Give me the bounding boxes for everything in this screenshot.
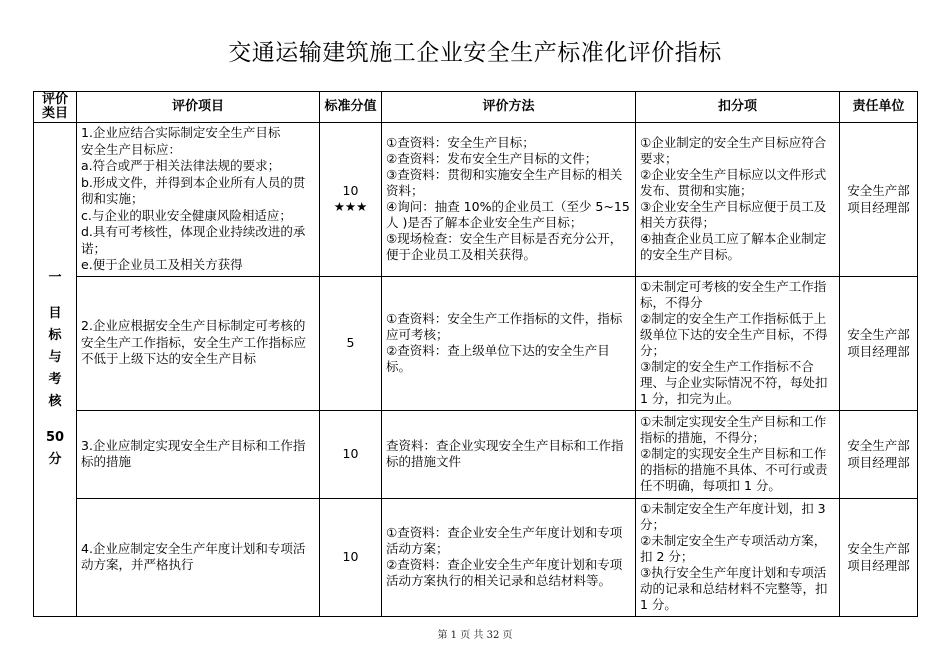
page-footer: 第 1 页 共 32 页 [437, 630, 513, 641]
deduction-cell-line: ③企业安全生产目标应便于员工及相关方获得； [640, 199, 827, 231]
table-header-row [34, 92, 918, 123]
score-value: 10 [342, 446, 359, 461]
evaluation-item-cell-line: 4.企业应制定安全生产年度计划和专项活动方案，并严格执行 [81, 540, 306, 572]
method-cell-line: ②查资料：查企业安全生产年度计划和专项活动方案执行的相关记录和总结材料等。 [386, 557, 623, 588]
responsible-unit-cell [840, 123, 918, 277]
category-char: 核 [48, 394, 62, 410]
document-title: 交通运输建筑施工企业安全生产标准化评价指标 [228, 40, 722, 66]
method-cell-line: ④询问：抽查 10%的企业员工（至少 5~15 人 )是否了解本企业安全生产目标； [386, 199, 630, 231]
header-category: 评价类目 [34, 92, 77, 123]
method-cell-line: ①查资料：查企业安全生产年度计划和专项活动方案； [386, 525, 623, 556]
deduction-cell-line: ①企业制定的安全生产目标应符合要求； [640, 135, 827, 167]
evaluation-item-cell-line: a.符合或严于相关法律法规的要求； [81, 158, 281, 173]
deduction-cell-line: ①未制定安全生产年度计划，扣 3 分； [640, 501, 826, 532]
header-responsible-unit: 责任单位 [840, 92, 918, 123]
category-char: 50 [45, 430, 65, 446]
responsible-unit-cell-line: 项目经理部 [847, 455, 910, 470]
category-char: 目 [48, 306, 62, 322]
deduction-cell-line: ③制定的安全生产工作指标不合理、与企业实际情况不符，每处扣 1 分，扣完为止。 [640, 359, 828, 406]
responsible-unit-cell [840, 410, 918, 498]
deduction-cell-line: ③执行安全生产年度计划和专项活动的记录和总结材料不完整等，扣 1 分。 [640, 565, 828, 612]
deduction-cell [636, 123, 840, 277]
deduction-cell-line: ②企业安全生产目标应以文件形式发布、贯彻和实施； [640, 167, 827, 199]
score-value: 5 [346, 335, 355, 350]
evaluation-item-cell-line: 2.企业应根据安全生产目标制定可考核的安全生产工作指标，安全生产工作指标应不低于上级下达的安全生产目标 [81, 318, 307, 367]
responsible-unit-cell-line: 安全生产部 [847, 438, 910, 453]
deduction-cell [636, 276, 840, 410]
evaluation-item-cell [77, 410, 320, 498]
table-row [34, 410, 918, 498]
category-char: 一 [48, 270, 62, 286]
category-cell [34, 123, 77, 617]
score-cell [320, 123, 382, 277]
score-cell [320, 498, 382, 616]
method-cell-line: 查资料：查企业实现安全生产目标和工作指标的措施文件 [386, 438, 624, 469]
method-cell-line: ⑤现场检查：安全生产目标是否充分公开，便于企业员工及相关获得。 [386, 231, 623, 263]
evaluation-item-cell-line: c.与企业的职业安全健康风险相适应； [81, 207, 292, 223]
method-cell-line: ①查资料：安全生产工作指标的文件，指标应可考核； [386, 311, 623, 342]
evaluation-item-cell [77, 498, 320, 616]
evaluation-item-cell-line: d.具有可考核性，体现企业持续改进的承诺； [81, 224, 306, 256]
evaluation-table [33, 91, 918, 617]
method-cell-line: ①查资料：安全生产目标； [386, 135, 535, 151]
deduction-cell [636, 410, 840, 498]
score-cell [320, 410, 382, 498]
evaluation-item-cell-line: 3.企业应制定实现安全生产目标和工作指标的措施 [81, 437, 306, 469]
deduction-cell-line: ②未制定安全生产专项活动方案，扣 2 分； [640, 533, 827, 564]
deduction-cell-line: ④抽查企业员工应了解本企业制定的安全生产目标。 [640, 231, 827, 263]
header-score: 标准分值 [320, 92, 382, 123]
responsible-unit-cell-line: 安全生产部 [847, 183, 910, 199]
category-char: 考 [48, 372, 62, 388]
responsible-unit-cell-line: 项目经理部 [847, 200, 910, 216]
category-char: 标 [48, 328, 62, 344]
table-row [34, 123, 918, 277]
score-value: 10 [342, 183, 359, 199]
deduction-cell [636, 498, 840, 616]
evaluation-item-cell [77, 276, 320, 410]
deduction-cell-line: ①未制定实现安全生产目标和工作指标的措施，不得分； [640, 414, 827, 445]
evaluation-item-cell [77, 123, 320, 277]
category-char: 分 [48, 452, 62, 468]
score-cell [320, 276, 382, 410]
method-cell [382, 498, 636, 616]
importance-stars: ★★★ [333, 199, 368, 215]
header-item: 评价项目 [77, 92, 320, 123]
category-char: 与 [48, 350, 62, 366]
header-deduction: 扣分项 [636, 92, 840, 123]
responsible-unit-cell-line: 项目经理部 [847, 344, 910, 359]
responsible-unit-cell-line: 安全生产部 [847, 541, 910, 556]
score-value: 10 [342, 549, 359, 564]
method-cell [382, 276, 636, 410]
responsible-unit-cell [840, 498, 918, 616]
responsible-unit-cell-line: 项目经理部 [847, 558, 910, 573]
table-row [34, 276, 918, 410]
method-cell [382, 410, 636, 498]
header-method: 评价方法 [382, 92, 636, 123]
method-cell-line: ②查资料：发布安全生产目标的文件； [386, 151, 598, 167]
evaluation-item-cell-line: e.便于企业员工及相关方获得 [81, 257, 243, 272]
evaluation-item-cell-line: 安全生产目标应： [81, 141, 182, 157]
deduction-cell-line: ②制定的安全生产工作指标低于上级单位下达的安全生产目标，不得分； [640, 311, 828, 358]
method-cell [382, 123, 636, 277]
evaluation-item-cell-line: b.形成文件，并得到本企业所有人员的贯彻和实施； [81, 174, 306, 206]
responsible-unit-cell-line: 安全生产部 [847, 327, 910, 342]
deduction-cell-line: ②制定的实现安全生产目标和工作的指标的措施不具体、不可行或责任不明确，每项扣 1 分。 [640, 446, 828, 493]
evaluation-item-cell-line: 1.企业应结合实际制定安全生产目标 [81, 125, 281, 140]
responsible-unit-cell [840, 276, 918, 410]
method-cell-line: ③查资料：贯彻和实施安全生产目标的相关资料； [386, 167, 623, 199]
table-row [34, 498, 918, 616]
deduction-cell-line: ①未制定可考核的安全生产工作指标，不得分 [640, 279, 827, 310]
method-cell-line: ②查资料：查上级单位下达的安全生产目标。 [386, 343, 610, 374]
